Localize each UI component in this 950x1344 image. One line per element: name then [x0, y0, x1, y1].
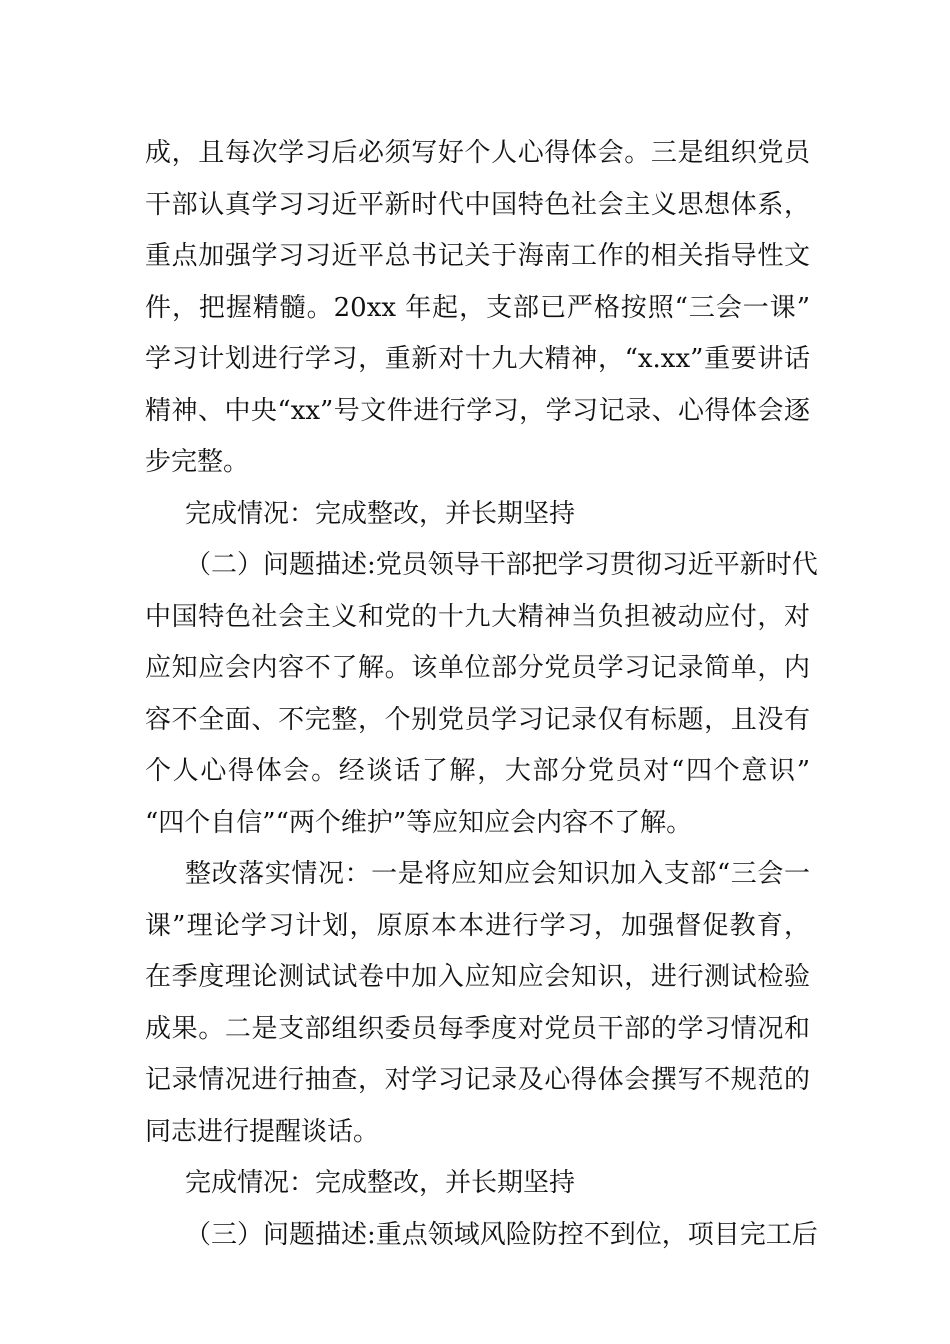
paragraph-line: 容不全面、不完整，个别党员学习记录仅有标题，且没有: [145, 704, 810, 735]
paragraph-line: 个人心得体会。经谈话了解，大部分党员对“四个意识”: [145, 756, 810, 786]
problem-description-heading: （三）问题描述:重点领域风险防控不到位，项目完工后: [185, 1219, 818, 1250]
paragraph-line: “四个自信”“两个维护”等应知应会内容不了解。: [145, 807, 693, 838]
paragraph-line: 记录情况进行抽查，对学习记录及心得体会撰写不规范的: [145, 1065, 810, 1095]
problem-description-heading: （二）问题描述:党员领导干部把学习贯彻习近平新时代: [185, 550, 818, 580]
paragraph-line: 成，且每次学习后必须写好个人心得体会。三是组织党员: [145, 138, 810, 168]
paragraph-line: 课”理论学习计划，原原本本进行学习，加强督促教育，: [145, 910, 810, 941]
paragraph-line: 重点加强学习习近平总书记关于海南工作的相关指导性文: [145, 241, 810, 271]
paragraph-line: 成果。二是支部组织委员每季度对党员干部的学习情况和: [145, 1013, 810, 1044]
paragraph-line: 步完整。: [145, 447, 250, 477]
paragraph-line: 件，把握精髓。20xx 年起，支部已严格按照“三会一课”: [145, 292, 810, 323]
paragraph-line: 精神、中央“xx”号文件进行学习，学习记录、心得体会逐: [145, 395, 810, 426]
paragraph-line: 学习计划进行学习，重新对十九大精神，“x.xx”重要讲话: [145, 344, 810, 374]
paragraph-line: 应知应会内容不了解。该单位部分党员学习记录简单，内: [145, 653, 810, 683]
paragraph-line: 同志进行提醒谈话。: [145, 1116, 380, 1147]
document-body: [145, 128, 818, 1261]
paragraph-line: 在季度理论测试试卷中加入应知应会知识，进行测试检验: [145, 962, 810, 992]
completion-status-line: 完成情况：完成整改，并长期坚持: [185, 498, 576, 529]
paragraph-line: 中国特色社会主义和党的十九大精神当负担被动应付，对: [145, 601, 810, 632]
completion-status-line: 完成情况：完成整改，并长期坚持: [185, 1168, 576, 1198]
paragraph-line: 干部认真学习习近平新时代中国特色社会主义思想体系，: [145, 189, 810, 220]
rectification-heading: 整改落实情况：一是将应知应会知识加入支部“三会一: [185, 859, 810, 889]
